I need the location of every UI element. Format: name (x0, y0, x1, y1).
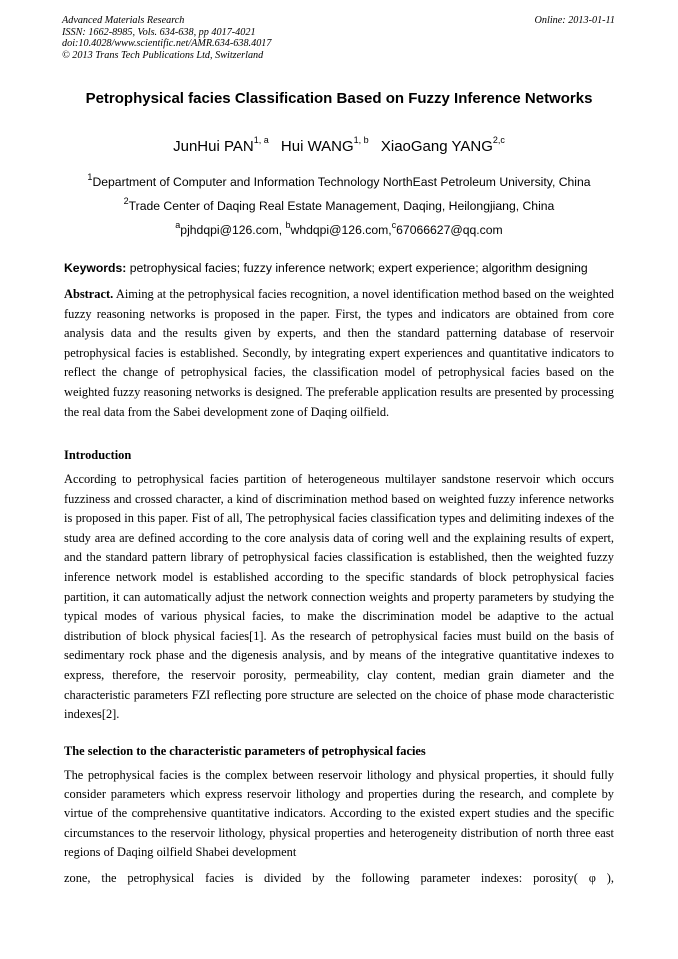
online-date: Online: 2013-01-11 (534, 15, 615, 26)
introduction-text: According to petrophysical facies partition of heterogeneous multilayer sandstone reservoir which occurs fuzziness and crossed character, a kind of discrimination method based on weighted fuzzy inference networks is proposed in this paper. Fist of all, The petrophysical facies classification types and delimiting indexes of the study area are defined according to the core analysis data of coring well and the explaining results of expert, and the standard pattern library of petrophysical facies classification is established, then the weighted fuzzy inference network model is established according to the specific standards of block petrophysical facies partition, it can automatically adjust the network connection weights and property parameters by studying the typical modes of various physical facies, to make the discrimination model be adaptive to the actual distribution of block physical facies[1]. As the research of petrophysical facies must build on the basis of sedimentary rock phase and the digenesis analysis, and by means of the integrative quantitative indexes to express, therefore, the reservoir porosity, permeability, clay content, median grain diameter and the characteristic parameters FZI reflecting pore structure are selected on the choice of phase mode characteristic indexes[2]. (64, 472, 614, 722)
abstract-text: Aiming at the petrophysical facies recognition, a novel identification method based on the weighted fuzzy reasoning networks is proposed in the paper. First, the types and indicators are obtained from core analysis data and the results given by experts, and then the standard patterning database of reservoir petrophysical facies is established. Secondly, by integrating expert experiences and quantitative indicators to reflect the change of petrophysical facies, the classification model of petrophysical facies based on the weighted fuzzy reasoning networks is designed. The preferable application results are presented by processing the real data from the Sabei development zone of Daqing oilfield. (64, 287, 614, 419)
email-list (0, 220, 678, 237)
author-name: Hui WANG (280, 138, 354, 155)
affiliation-text: Trade Center of Daqing Real Estate Management, Daqing, Heilongjiang, China (128, 199, 555, 213)
selection-section (64, 766, 614, 888)
section-heading-introduction: Introduction (64, 448, 132, 462)
author (280, 135, 369, 155)
email-sup: c (391, 220, 397, 230)
keywords (64, 261, 616, 275)
email: whdqpi@126.com, (290, 223, 392, 237)
affiliation (0, 196, 678, 213)
email: 67066627@qq.com (396, 223, 503, 237)
author-sup: 1, a (253, 135, 269, 145)
email-sup: a (175, 220, 181, 230)
abstract-label: Abstract. (64, 287, 114, 301)
copyright-line: © 2013 Trans Tech Publications Ltd, Switzerland (62, 49, 264, 61)
email: pjhdqpi@126.com, (180, 223, 286, 237)
affiliation-sup: 2 (123, 196, 129, 206)
affiliation-text: Department of Computer and Information Technology NorthEast Petroleum University, China (92, 175, 591, 189)
abstract (64, 285, 614, 422)
author-name: JunHui PAN (173, 138, 254, 155)
journal-name: Advanced Materials Research (62, 15, 185, 26)
section-heading-selection: The selection to the characteristic parameters of petrophysical facies (64, 744, 426, 758)
doi-line: doi:10.4028/www.scientific.net/AMR.634-638.4017 (62, 38, 272, 50)
keywords-text: petrophysical facies; fuzzy inference network; expert experience; algorithm designing (129, 261, 588, 275)
email-sup: b (285, 220, 291, 230)
selection-last-line: zone, the petrophysical facies is divided by the following parameter indexes: porosity( φ ), (64, 871, 614, 886)
journal-header (62, 15, 271, 61)
selection-text: The petrophysical facies is the complex between reservoir lithology and physical properties, it should fully consider parameters which express reservoir lithology and properties during the research, and complete by virtue of the comprehensive quantitative indicators. According to the existed expert studies and the specific circumstances to the reservoir lithology, physical properties and heterogeneity distribution of north three east regions of Daqing oilfield Shabei development (64, 768, 614, 859)
author-sup: 2,c (492, 135, 505, 145)
author (173, 135, 269, 155)
keywords-label: Keywords: (64, 261, 127, 275)
author-list (0, 135, 678, 155)
author-sup: 1, b (353, 135, 369, 145)
affiliation-sup: 1 (87, 172, 93, 182)
author (380, 135, 505, 155)
paper-title: Petrophysical facies Classification Based on Fuzzy Inference Networks (85, 90, 593, 107)
author-name: XiaoGang YANG (380, 138, 493, 155)
affiliation (0, 172, 678, 189)
issn-line: ISSN: 1662-8985, Vols. 634-638, pp 4017-4021 (62, 26, 256, 38)
